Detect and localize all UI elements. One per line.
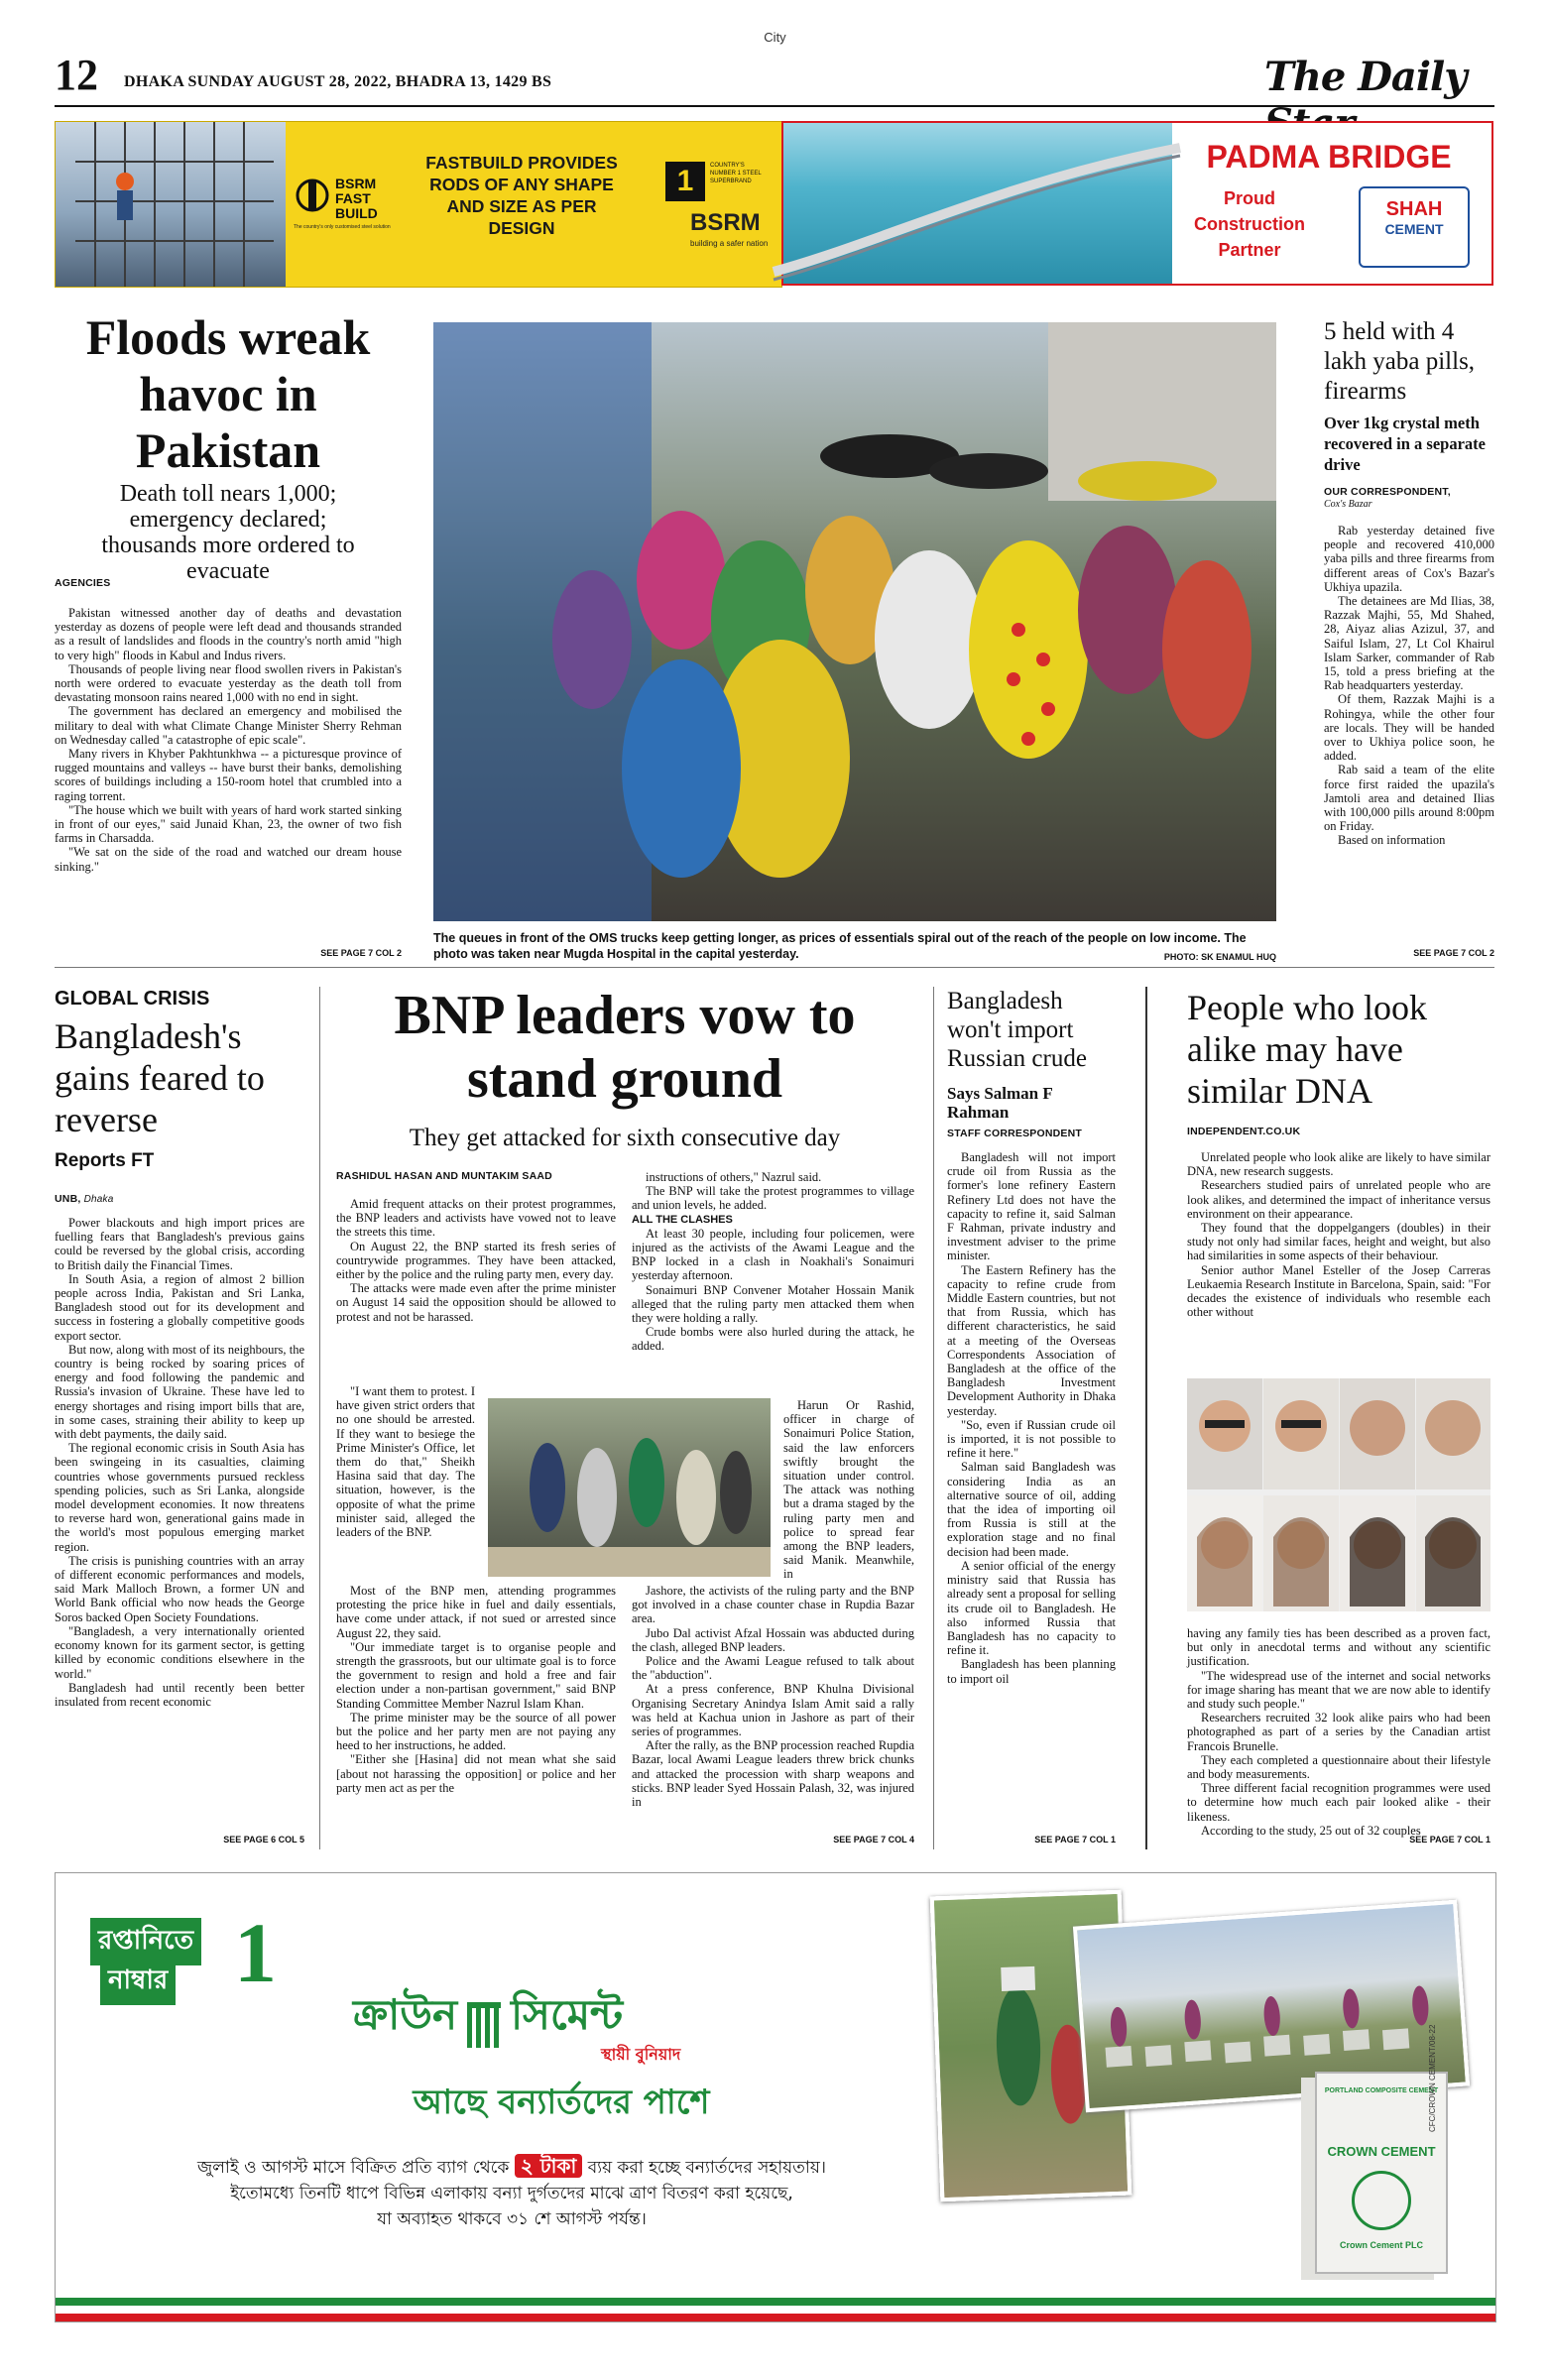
crude-byline: STAFF CORRESPONDENT [947, 1128, 1083, 1139]
body-paragraph: The BNP will take the protest programmes to village and union levels, he added. [632, 1184, 914, 1213]
donation-line2: ইতোমধ্যে তিনটি ধাপে বিভিন্ন এলাকায় বন্যা দুর্গতদের মাঝে ত্রাণ বিতরণ করা হয়েছে, [230, 2184, 793, 2203]
dna-body-top [1187, 1150, 1490, 1359]
body-paragraph: The prime minister may be the source of all power but the police and her party men are not paying any heed to her instructions, he added. [336, 1710, 616, 1753]
photo-caption: The queues in front of the OMS trucks keep getting longer, as prices of essentials spiral out of the reach of the people on low income. The photo was taken near Mugda Hospital in the capital yesterday. [433, 931, 1247, 961]
body-paragraph: Bangladesh will not import crude oil from Russia as the former's lone refinery Eastern Refinery Ltd does not have the capacity to refine it, said Salman F Rahman, private industry and investment adviser to the prime minister. [947, 1150, 1116, 1263]
column-rule [933, 987, 934, 1849]
body-paragraph: A senior official of the energy ministry said that Russia has already sent a proposal for selling its crude oil to Bangladesh. He also informed Russia that Bangladesh has no capacity to refine it. [947, 1558, 1116, 1658]
body-paragraph: Police and the Awami League refused to talk about the "abduction". [632, 1654, 914, 1683]
body-paragraph: "Bangladesh, a very internationally oriented economy known for its garment sector, is getting killed by economic conditions elsewhere in the world." [55, 1623, 304, 1681]
bnp-headline[interactable]: BNP leaders vow to stand ground [394, 985, 856, 1110]
body-paragraph: The Eastern Refinery has the capacity to refine crude from Middle Eastern countries, but not that from Russia, which has different characteristics, he said at a meeting of the Overseas Correspondents Association of Bangladesh at the office of the Bangladesh Investment Development Authority in Dhaka yesterday. [947, 1262, 1116, 1418]
global-jump[interactable]: SEE PAGE 6 COL 5 [223, 1835, 304, 1844]
body-paragraph: "The house which we built with years of hard work started sinking in front of our eyes," said Junaid Khan, 23, the owner of two fish farms in Charsadda. [55, 802, 402, 846]
body-paragraph: "Our immediate target is to organise people and strength the grassroots, but our ultimate goal is to force the government to resign and hold a free and fair election under a non-partisan government," said BNP Standing Committee Member Nazrul Islam Khan. [336, 1639, 616, 1711]
bnp-col1-bottom [336, 1584, 616, 1838]
partner-line2: Construction [1194, 214, 1305, 234]
shah-logo-line2: CEMENT [1384, 221, 1444, 237]
fastbuild-logo-text: BSRM FAST BUILD [335, 176, 378, 221]
floods-byline: AGENCIES [55, 577, 111, 589]
column-rule [1145, 987, 1147, 1849]
pillar-icon [467, 2002, 501, 2048]
brand-left: ক্রাউন [353, 1990, 458, 2039]
bnp-col2-bottom [632, 1584, 914, 1838]
body-paragraph: But now, along with most of its neighbours, the country is being rocked by soaring prices of energy and food following the pandemic and Russia's invasion of Ukraine. These have led to energy shortages and rising import bills that are, in some cases, straining their ability to keep up with debt payments, the daily said. [55, 1342, 304, 1442]
yaba-byline: OUR CORRESPONDENT, [1324, 486, 1451, 498]
body-paragraph: Senior author Manel Esteller of the Josep Carreras Leukaemia Research Institute in Barcelona, Spain, said: "For decades the existence of individuals who resemble each other without [1187, 1262, 1490, 1320]
body-paragraph: Power blackouts and high import prices are fuelling fears that Bangladesh's previous gains could be reversed by the global crisis, according to British daily the Financial Times. [55, 1216, 304, 1272]
body-paragraph: According to the study, 25 out of 32 couples [1201, 1823, 1421, 1838]
body-paragraph: "The widespread use of the internet and social networks for image sharing has meant that we are now able to identify and study such people." [1187, 1668, 1490, 1712]
row-divider [55, 967, 1494, 968]
superbrand-badge: COUNTRY'S NUMBER 1 STEEL SUPERBRAND [710, 163, 762, 184]
bag-company: Crown Cement PLC [1339, 2240, 1423, 2250]
body-paragraph: Sonaimuri BNP Convener Motaher Hossain Manik alleged that the ruling party men attacked them when they were holding a rally. [632, 1282, 914, 1326]
bsrm-brand: BSRM [690, 209, 761, 236]
brand-right: সিমেন্ট [511, 1990, 624, 2039]
body-paragraph: Jashore, the activists of the ruling party and the BNP got involved in a chase counter chase in Rupdia Bazar area. [632, 1584, 914, 1626]
body-paragraph: "So, even if Russian crude oil is imported, it is not possible to refine it here." [947, 1417, 1116, 1461]
body-paragraph: At a press conference, BNP Khulna Divisional Organising Secretary Anindya Islam Amit said a rally was held at Kachua union in Jashore as part of their series of programmes. [632, 1682, 914, 1739]
wrench-icon [294, 177, 331, 214]
body-paragraph: On August 22, the BNP started its fresh series of countrywide programmes. They have been attacked, either by the police and the ruling party men, every day. [336, 1239, 616, 1282]
donation-line3: যা অব্যাহত থাকবে ৩১ শে আগস্ট পর্যন্ত। [377, 2209, 647, 2229]
bag-sub: PORTLAND COMPOSITE CEMENT [1324, 2087, 1439, 2094]
bnp-col2-wrap [783, 1398, 914, 1582]
bag-emblem [1352, 2171, 1411, 2230]
bsrm-brand-tag: building a safer nation [690, 239, 769, 248]
yaba-headline[interactable]: 5 held with 4 lakh yaba pills, firearms [1324, 318, 1476, 405]
padma-bridge-photo [783, 123, 1172, 284]
donation-line1 [115, 2153, 908, 2181]
page-number: 12 [55, 51, 98, 99]
body-paragraph: Bangladesh had until recently been better insulated from recent economic [55, 1680, 304, 1709]
global-headline[interactable]: Bangladesh's gains feared to reverse [55, 1016, 265, 1139]
crude-deck: Says Salman F Rahman [947, 1084, 1053, 1122]
floods-headline[interactable]: Floods wreak havoc in Pakistan [85, 309, 371, 478]
body-paragraph: Researchers studied pairs of unrelated people who are look alikes, and determined the impact of inheritance versus environment on their appearance. [1187, 1178, 1490, 1221]
body-paragraph: "We sat on the side of the road and watched our dream house sinking." [55, 845, 402, 874]
body-paragraph: having any family ties has been described as a proven fact, but only in anecdotal terms and without any scientific justification. [1187, 1626, 1490, 1669]
bnp-byline: RASHIDUL HASAN AND MUNTAKIM SAAD [336, 1170, 552, 1182]
shah-logo-line1: SHAH [1385, 198, 1443, 220]
crude-headline[interactable]: Bangladesh won't import Russian crude [947, 988, 1087, 1072]
body-paragraph: Bangladesh has been planning to import oil [947, 1657, 1116, 1686]
yaba-body [1324, 524, 1494, 945]
global-deck: Reports FT [55, 1150, 155, 1171]
crown-brand-logo [353, 1982, 730, 2042]
clashes-subhead: ALL THE CLASHES [632, 1213, 733, 1226]
body-paragraph: Most of the BNP men, attending programmes protesting the price hike in fuel and daily essentials, have come under attack, if not sued or arrested since August 22, they said. [336, 1584, 616, 1640]
bnp-col1-wrap [336, 1384, 475, 1574]
partner-line3: Partner [1218, 240, 1281, 260]
badge-number: 1 [234, 1905, 277, 2000]
brand-sub: স্থায়ী বুনিয়াদ [601, 2045, 681, 2064]
dna-headline[interactable]: People who look alike may have similar DNA [1187, 988, 1427, 1111]
bsrm-headline: FASTBUILD PROVIDES RODS OF ANY SHAPE AND SIZE AS PER DESIGN [425, 153, 618, 238]
masthead-rule [55, 105, 1494, 107]
export-number-one-badge [90, 1905, 294, 2002]
body-paragraph: Thousands of people living near flood swollen rivers in Pakistan's north were ordered to evacuate yesterday as the death toll from devastating monsoon rains neared 1,000 with no end in sight. [55, 661, 402, 705]
donation-line1-b: ব্যয় করা হচ্ছে বন্যার্তদের সহায়তায়। [587, 2158, 826, 2178]
body-paragraph: Unrelated people who look alike are likely to have similar DNA, new research suggests. [1187, 1150, 1490, 1179]
shah-cement-logo [1359, 186, 1470, 268]
body-paragraph: They found that the doppelgangers (doubles) in their study not only had similar faces, height and weight, but also had similarities in some aspects of their behaviour. [1187, 1221, 1490, 1263]
body-paragraph: The detainees are Md Ilias, 38, Razzak Majhi, 55, Md Shahed, 28, Aiyaz alias Azizul, 37, and Saiful Islam, 27, Lt Col Khairul Islam Sarker, commander of Rab 15, told a press briefing at the Rab headquarters yesterday. [1324, 594, 1494, 693]
partner-line1: Proud [1224, 188, 1275, 208]
body-paragraph: In South Asia, a region of almost 2 billion people across India, Pakistan and Sri Lanka, Bangladesh stood out for its development and success in fostering a globally competitive goods export sector. [55, 1271, 304, 1343]
body-paragraph: The regional economic crisis in South Asia has been swingeing in its casualties, claiming countries whose governments pursued reckless spending policies, such as Sri Lanka, alongside model development economies. It now threatens to reverse hard won, generational gains made in the world's most populous emerging market region. [55, 1441, 304, 1554]
badge-line1: রপ্তানিতে [90, 1918, 201, 1965]
body-paragraph: At least 30 people, including four policemen, were injured as the activists of the Awami League and the BNP locked in a clash in Noakhali's Sonaimuri yesterday afternoon. [632, 1226, 914, 1283]
footer-stripes [56, 2298, 1495, 2321]
body-paragraph: Pakistan witnessed another day of deaths and devastation yesterday as dozens of people were left dead and thousands stranded as a result of landslides and floods in the country's north amid "high to very high" floods in Kabul and Indus rivers. [55, 606, 402, 662]
body-paragraph: Three different facial recognition programmes were used to determine how much each pair looked alike - their likeness. [1187, 1781, 1490, 1824]
body-paragraph: instructions of others," Nazrul said. [646, 1170, 822, 1184]
crowd-illustration [433, 322, 1276, 921]
column-rule [319, 987, 320, 1849]
body-paragraph: Salman said Bangladesh was considering India as an alternative source of oil, adding that the idea of importing oil from Russia is still at the exploration stage and no final decision had been made. [947, 1460, 1116, 1559]
dna-jump[interactable]: SEE PAGE 7 COL 1 [1409, 1835, 1490, 1844]
dna-byline: INDEPENDENT.CO.UK [1187, 1126, 1301, 1137]
fastbuild-tagline: The country's only customised steel solution [294, 224, 391, 230]
bnp-clash-photo [488, 1398, 771, 1577]
bag-label: CROWN CEMENT [1327, 2144, 1436, 2159]
body-paragraph: After the rally, as the BNP procession reached Rupdia Bazar, local Awami League leaders threw brick chunks and attacked the procession with sharp weapons and sticks. BNP leader Syed Hossain Palash, 32, was injured in [632, 1738, 914, 1810]
body-paragraph: Of them, Razzak Majhi is a Rohingya, while the other four are locals. They will be handed over to Ukhiya police soon, he added. [1324, 692, 1494, 764]
global-body [55, 1216, 304, 1831]
body-paragraph: The crisis is punishing countries with an array of different economic performances and models, said Mark Malloch Brown, a former UN and World Bank official who now heads the George Soros backed Open Society Foundations. [55, 1553, 304, 1624]
global-byline-agency: UNB, [55, 1193, 81, 1205]
photo-credit: PHOTO: SK ENAMUL HUQ [1163, 952, 1276, 962]
donation-line1-a: জুলাই ও আগস্ট মাসে বিক্রিত প্রতি ব্যাগ থেকে [197, 2158, 510, 2178]
body-paragraph: Rab yesterday detained five people and recovered 410,000 yaba pills and three firearms from different areas of Cox's Bazar's Ukhiya upazila. [1324, 524, 1494, 594]
body-paragraph: The attacks were made even after the prime minister on August 14 said the opposition should be allowed to protest and not be harassed. [336, 1281, 616, 1324]
crown-donation-text [115, 2153, 908, 2232]
badge-line2: নাম্বার [100, 1958, 176, 2005]
body-paragraph: "Either she [Hasina] did not mean what she said [about not harassing the opposition] or police and her party men act as per the [336, 1752, 616, 1795]
yaba-jump[interactable]: SEE PAGE 7 COL 2 [1413, 948, 1494, 958]
body-paragraph: Crude bombs were also hurled during the attack, he added. [632, 1325, 914, 1354]
bnp-col2-top [632, 1170, 914, 1354]
body-paragraph: Many rivers in Khyber Pakhtunkhwa -- a picturesque province of rugged mountains and valleys -- have burst their banks, demolishing scores of buildings including a 150-room hotel that crumbled into a raging torrent. [55, 747, 402, 803]
shah-cement-ad[interactable] [781, 121, 1493, 286]
section-label: City [764, 30, 786, 45]
yaba-byline-place: Cox's Bazar [1324, 499, 1372, 510]
oms-queue-photo [433, 322, 1276, 921]
crown-cement-ad[interactable] [55, 1872, 1496, 2322]
crown-slogan: আছে বন্যার্তদের পাশে [413, 2082, 710, 2122]
body-paragraph: The government has declared an emergency and mobilised the military to deal with what Climate Change Minister Sherry Rehman on Wednesday called "a catastrophe of epic scale". [55, 704, 402, 747]
bnp-col1-top [336, 1197, 616, 1324]
global-kicker: GLOBAL CRISIS [55, 988, 210, 1010]
body-paragraph: They each completed a questionnaire about their lifestyle and body measurements. [1187, 1752, 1490, 1782]
body-paragraph: Researchers recruited 32 look alike pairs who had been photographed as part of a series by the Canadian artist Francois Brunelle. [1187, 1711, 1490, 1753]
steel-tower-icon [56, 122, 286, 287]
dateline: DHAKA SUNDAY AUGUST 28, 2022, BHADRA 13, 1429 BS [124, 73, 552, 90]
floods-deck: Death toll nears 1,000; emergency declared; thousands more ordered to evacuate [101, 481, 355, 584]
body-paragraph: Jubo Dal activist Afzal Hossain was abducted during the clash, alleged BNP leaders. [632, 1625, 914, 1654]
fastbuild-logo [294, 177, 408, 230]
body-paragraph: Amid frequent attacks on their protest programmes, the BNP leaders and activists have vowed not to leave the streets this time. [336, 1197, 616, 1240]
donation-amount: ২ টাকা [515, 2154, 582, 2178]
bnp-jump[interactable]: SEE PAGE 7 COL 4 [833, 1835, 914, 1844]
global-byline-place: Dhaka [83, 1194, 114, 1205]
crude-body [947, 1150, 1116, 1835]
bnp-deck: They get attacked for sixth consecutive day [409, 1125, 841, 1151]
body-paragraph: Harun Or Rashid, officer in charge of Sonaimuri Police Station, said the law enforcers swiftly brought the situation under control. The attack was nothing but a drama staged by the ruling party men and police to spread fear among the BNP leaders, said Manik. Meanwhile, in [783, 1398, 914, 1582]
dna-body-bottom [1187, 1626, 1490, 1838]
body-paragraph: Rab said a team of the elite force first raided the upazila's Jamtoli area and detained Ilias with 100,000 pills around 8:00pm on Friday. [1324, 763, 1494, 834]
bsrm-photo [56, 122, 286, 287]
body-paragraph: "I want them to protest. I have given strict orders that no one should be arrested. If they want to besiege the Prime Minister's Office, let them do that," Sheikh Hasina said that day. The situation, however, is the opposite of what the prime minister said, alleged the leaders of the BNP. [336, 1384, 475, 1540]
yaba-deck: Over 1kg crystal meth recovered in a separate drive [1324, 414, 1486, 474]
ad-side-code: CFC/CROWN CEMENT/08-22 [1428, 2024, 1437, 2132]
masthead-logo[interactable]: The Daily [1264, 54, 1467, 100]
number-one-badge: 1 [665, 162, 705, 201]
floods-body [55, 606, 402, 931]
body-paragraph: Based on information [1338, 833, 1446, 848]
lookalikes-photo [1187, 1378, 1490, 1611]
floods-jump[interactable]: SEE PAGE 7 COL 2 [320, 948, 402, 958]
global-byline [55, 1193, 114, 1205]
bsrm-ad[interactable] [55, 121, 782, 288]
crude-jump[interactable]: SEE PAGE 7 COL 1 [1034, 1835, 1116, 1844]
padma-bridge-title: PADMA BRIDGE [1206, 139, 1452, 175]
